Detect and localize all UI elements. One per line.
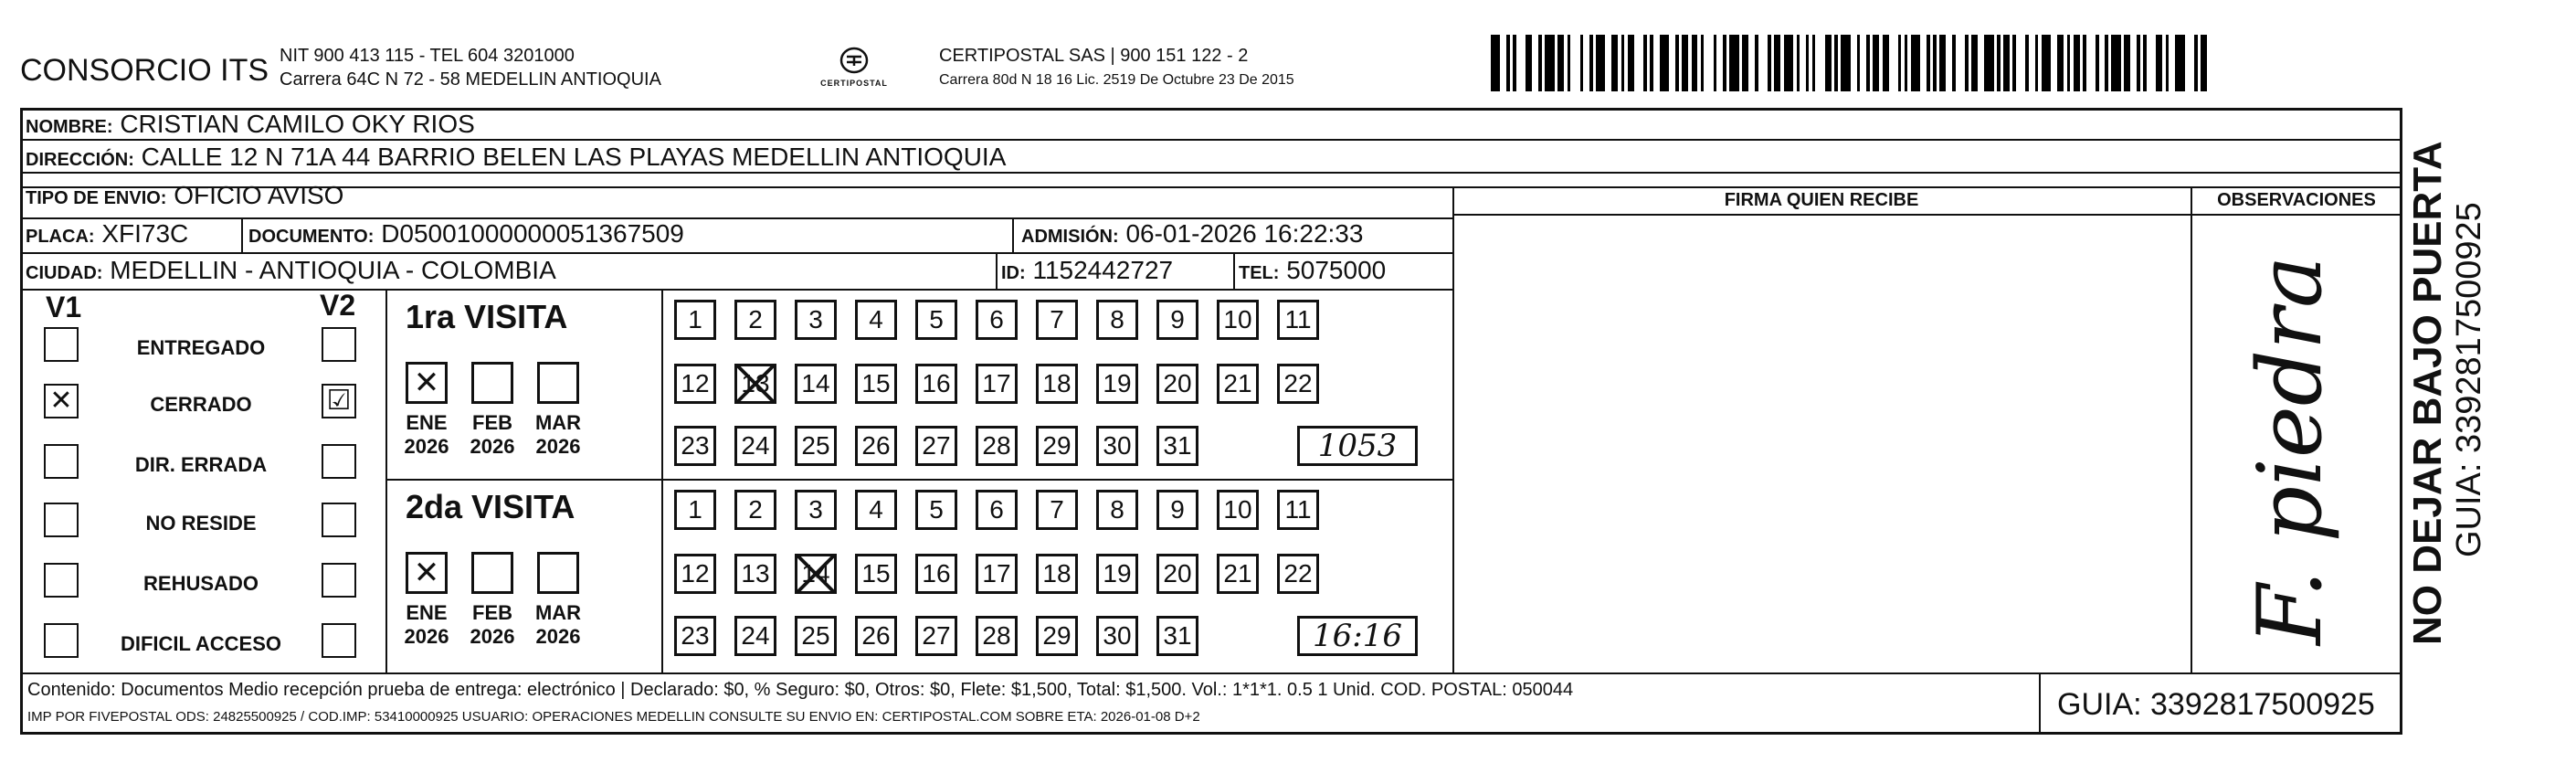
v1-checkbox[interactable]: ✕ <box>44 384 79 418</box>
day-box[interactable]: 16 <box>915 364 957 404</box>
day-box[interactable]: 9 <box>1156 300 1198 340</box>
barcode-bar <box>1526 35 1532 91</box>
status-label: CERRADO <box>150 393 252 416</box>
company-name: CONSORCIO ITS <box>20 53 269 88</box>
status-label: ENTREGADO <box>136 336 266 359</box>
day-box[interactable]: 14 <box>795 554 837 594</box>
tel-label: TEL: <box>1239 263 1280 283</box>
day-box[interactable]: 15 <box>855 364 897 404</box>
day-box[interactable]: 9 <box>1156 490 1198 530</box>
month-year: 2026 <box>470 435 515 458</box>
month-checkbox[interactable] <box>537 552 579 594</box>
nombre-label: NOMBRE: <box>26 117 113 137</box>
logo-caption: CERTIPOSTAL <box>820 79 888 88</box>
visit-title: 1ra VISITA <box>406 298 568 335</box>
barcode-bar <box>2111 35 2120 91</box>
barcode-bar <box>2143 35 2146 91</box>
barcode-bar <box>1692 35 1698 91</box>
barcode-bar <box>2035 35 2038 91</box>
day-box[interactable]: 17 <box>976 554 1018 594</box>
admision-value: 06-01-2026 16:22:33 <box>1125 219 1364 248</box>
v2-checkbox[interactable] <box>322 444 356 479</box>
nombre-field <box>26 110 475 142</box>
day-box[interactable]: 7 <box>1036 490 1078 530</box>
month-checkbox[interactable] <box>471 362 513 404</box>
status-label: REHUSADO <box>143 572 259 595</box>
ciudad-field <box>26 256 556 288</box>
barcode-bar <box>2201 35 2207 91</box>
day-box[interactable]: 28 <box>976 616 1018 656</box>
day-box[interactable]: 12 <box>674 554 716 594</box>
barcode-bar <box>1933 35 1936 91</box>
nombre-value: CRISTIAN CAMILO OKY RIOS <box>120 110 475 138</box>
v2-header: V2 <box>320 289 356 322</box>
day-box[interactable]: 26 <box>855 426 897 466</box>
barcode-bar <box>1729 35 1738 91</box>
v2-checkbox[interactable] <box>322 623 356 658</box>
barcode-bar <box>1643 35 1646 91</box>
month-label: MAR <box>534 601 582 624</box>
barcode-bar <box>1596 35 1605 91</box>
barcode-bar <box>2067 35 2070 91</box>
month-checkbox[interactable]: ✕ <box>406 362 448 404</box>
month-label: FEB <box>472 601 512 624</box>
barcode-bar <box>1660 35 1669 91</box>
day-box[interactable]: 20 <box>1156 364 1198 404</box>
barcode-bar <box>2042 35 2051 91</box>
barcode-bar <box>1628 35 1634 91</box>
observaciones-handwriting: F. piedra <box>2239 255 2341 645</box>
direccion-value: CALLE 12 N 71A 44 BARRIO BELEN LAS PLAYAS MEDELLIN ANTIOQUIA <box>141 143 1007 171</box>
barcode-bar <box>1568 35 1570 91</box>
admision-label: ADMISIÓN: <box>1021 227 1119 247</box>
barcode-bar <box>1768 35 1770 91</box>
documento-value: D05001000000051367509 <box>381 219 684 248</box>
day-box[interactable]: 16 <box>915 554 957 594</box>
barcode-bar <box>2166 35 2169 91</box>
day-box[interactable]: 21 <box>1217 554 1259 594</box>
day-box[interactable]: 4 <box>855 300 897 340</box>
observaciones-header: OBSERVACIONES <box>2217 190 2376 210</box>
company-info-line2: Carrera 64C N 72 - 58 MEDELLIN ANTIOQUIA <box>280 69 661 90</box>
tipo-envio-field <box>26 181 343 213</box>
day-box[interactable]: 30 <box>1096 616 1138 656</box>
month-checkbox[interactable] <box>537 362 579 404</box>
barcode-bar <box>1841 35 1850 91</box>
day-box[interactable]: 31 <box>1156 426 1198 466</box>
barcode-bar <box>1971 35 1978 91</box>
barcode-bar <box>1797 35 1800 91</box>
day-box[interactable]: 19 <box>1096 364 1138 404</box>
barcode-bar <box>2074 35 2080 91</box>
side-guia: GUIA: 3392817500925 <box>2450 202 2488 557</box>
barcode-bar <box>2105 35 2107 91</box>
barcode-bar <box>1675 35 1678 91</box>
footer-content: Contenido: Documentos Medio recepción prueba de entrega: electrónico | Declarado: $0, % Seguro: $0, Otros: $0, Flete: $1,500, Total: $1,500. Vol.: 1*1*1. 0.5 1 Unid. COD. POSTAL: 050044 <box>27 680 1574 700</box>
barcode-bar <box>1589 35 1592 91</box>
barcode-bar <box>1883 35 1889 91</box>
status-label: NO RESIDE <box>145 512 257 535</box>
day-box[interactable]: 2 <box>734 490 776 530</box>
day-box[interactable]: 8 <box>1096 490 1138 530</box>
barcode-bar <box>1834 35 1837 91</box>
day-box[interactable]: 13 <box>734 364 776 404</box>
footer-imp: IMP POR FIVEPOSTAL ODS: 24825500925 / COD.IMP: 53410000925 USUARIO: OPERACIONES MEDELLIN CONSULTE SU ENVIO EN: CERTIPOSTAL.COM SOBRE ETA: 2026-01-08 D+2 <box>27 709 1200 725</box>
barcode-bar <box>2083 35 2085 91</box>
tel-field <box>1239 256 1386 288</box>
day-box[interactable]: 12 <box>674 364 716 404</box>
company-info-line1: NIT 900 413 115 - TEL 604 3201000 <box>280 46 575 66</box>
status-label: DIR. ERRADA <box>134 453 268 476</box>
barcode-bar <box>1984 35 1993 91</box>
day-box[interactable]: 20 <box>1156 554 1198 594</box>
day-box[interactable]: 6 <box>976 490 1018 530</box>
day-box[interactable]: 27 <box>915 616 957 656</box>
barcode-bar <box>2012 35 2015 91</box>
barcode-bar <box>1812 35 1815 91</box>
barcode-bar <box>2025 35 2028 91</box>
barcode-bar <box>1911 35 1920 91</box>
barcode-bar <box>2124 35 2130 91</box>
day-box[interactable]: 10 <box>1217 490 1259 530</box>
tel-value: 5075000 <box>1286 256 1387 284</box>
barcode-bar <box>1580 35 1583 91</box>
v1-checkbox[interactable] <box>44 444 79 479</box>
certipostal-logo <box>813 44 895 95</box>
barcode-bar <box>1491 35 1500 91</box>
tipo-envio-value: OFICIO AVISO <box>174 181 344 209</box>
month-checkbox[interactable] <box>471 552 513 594</box>
month-year: 2026 <box>404 625 449 648</box>
day-box[interactable]: 21 <box>1217 364 1259 404</box>
status-label: DIFICIL ACCESO <box>120 632 281 655</box>
id-field <box>1001 256 1173 288</box>
id-label: ID: <box>1001 263 1026 283</box>
day-box[interactable]: 23 <box>674 616 716 656</box>
month-label: ENE <box>406 411 448 434</box>
month-checkbox[interactable]: ✕ <box>406 552 448 594</box>
day-box[interactable]: 31 <box>1156 616 1198 656</box>
v1-checkbox[interactable] <box>44 503 79 537</box>
barcode-bar <box>1513 35 1515 91</box>
day-box[interactable]: 11 <box>1277 490 1319 530</box>
day-box[interactable]: 17 <box>976 364 1018 404</box>
barcode-bar <box>1650 35 1652 91</box>
certipostal-info-line1: CERTIPOSTAL SAS | 900 151 122 - 2 <box>939 46 1249 66</box>
day-box[interactable]: 24 <box>734 616 776 656</box>
day-box[interactable]: 14 <box>795 364 837 404</box>
day-box[interactable]: 18 <box>1036 554 1078 594</box>
barcode-bar <box>1742 35 1748 91</box>
barcode-bar <box>1857 35 1860 91</box>
v1-checkbox[interactable] <box>44 327 79 362</box>
barcode-bar <box>2175 35 2184 91</box>
barcode-bar <box>2194 35 2197 91</box>
day-box[interactable]: 1 <box>674 300 716 340</box>
barcode-bar <box>1538 35 1541 91</box>
day-box[interactable]: 11 <box>1277 300 1319 340</box>
day-box[interactable]: 25 <box>795 616 837 656</box>
certipostal-info-line2: Carrera 80d N 18 16 Lic. 2519 De Octubre 23 De 2015 <box>939 72 1294 88</box>
v2-checkbox[interactable] <box>322 503 356 537</box>
day-box[interactable]: 22 <box>1277 364 1319 404</box>
day-box[interactable]: 13 <box>734 554 776 594</box>
direccion-label: DIRECCIÓN: <box>26 150 134 170</box>
footer-guia: GUIA: 3392817500925 <box>2057 687 2375 722</box>
barcode <box>1491 35 2211 91</box>
handwritten-time: 16:16 <box>1297 616 1418 656</box>
day-box[interactable]: 23 <box>674 426 716 466</box>
barcode-bar <box>1997 35 2000 91</box>
day-box[interactable]: 3 <box>795 490 837 530</box>
barcode-bar <box>1506 35 1509 91</box>
barcode-bar <box>1714 35 1716 91</box>
placa-field <box>26 219 188 251</box>
ciudad-label: CIUDAD: <box>26 263 103 283</box>
day-box[interactable]: 18 <box>1036 364 1078 404</box>
day-box[interactable]: 4 <box>855 490 897 530</box>
day-box[interactable]: 10 <box>1217 300 1259 340</box>
day-box[interactable]: 22 <box>1277 554 1319 594</box>
barcode-bar <box>1825 35 1832 91</box>
barcode-bar <box>1621 35 1624 91</box>
handwritten-time: 1053 <box>1297 426 1418 466</box>
barcode-bar <box>1611 35 1618 91</box>
barcode-bar <box>2057 35 2064 91</box>
barcode-bar <box>1965 35 1968 91</box>
barcode-bar <box>1806 35 1809 91</box>
day-box[interactable]: 5 <box>915 300 957 340</box>
day-box[interactable]: 29 <box>1036 616 1078 656</box>
direccion-field <box>26 143 1006 175</box>
day-box[interactable]: 6 <box>976 300 1018 340</box>
day-box[interactable]: 28 <box>976 426 1018 466</box>
barcode-bar <box>1939 35 1946 91</box>
admision-field <box>1021 219 1363 251</box>
barcode-bar <box>2096 35 2098 91</box>
v2-checkbox[interactable] <box>322 327 356 362</box>
day-box[interactable]: 7 <box>1036 300 1078 340</box>
ciudad-value: MEDELLIN - ANTIOQUIA - COLOMBIA <box>110 256 556 284</box>
firma-header: FIRMA QUIEN RECIBE <box>1724 190 1919 210</box>
barcode-bar <box>1755 35 1758 91</box>
barcode-bar <box>1905 35 1907 91</box>
id-value: 1152442727 <box>1032 256 1174 284</box>
barcode-bar <box>1873 35 1879 91</box>
v1-header: V1 <box>46 291 82 323</box>
barcode-bar <box>1545 35 1554 91</box>
month-year: 2026 <box>470 625 515 648</box>
v2-checkbox[interactable]: ☑ <box>322 384 356 418</box>
barcode-bar <box>1723 35 1726 91</box>
barcode-bar <box>1774 35 1780 91</box>
month-year: 2026 <box>535 625 581 648</box>
day-box[interactable]: 30 <box>1096 426 1138 466</box>
v2-checkbox[interactable] <box>322 563 356 598</box>
barcode-bar <box>1784 35 1793 91</box>
day-box[interactable]: 3 <box>795 300 837 340</box>
day-box[interactable]: 5 <box>915 490 957 530</box>
day-box[interactable]: 19 <box>1096 554 1138 594</box>
barcode-bar <box>2003 35 2010 91</box>
barcode-bar <box>1927 35 1929 91</box>
tipo-envio-label: TIPO DE ENVIO: <box>26 188 167 208</box>
side-warning: NO DEJAR BAJO PUERTA <box>2405 141 2450 645</box>
day-box[interactable]: 2 <box>734 300 776 340</box>
day-box[interactable]: 8 <box>1096 300 1138 340</box>
day-box[interactable]: 15 <box>855 554 897 594</box>
v1-checkbox[interactable] <box>44 623 79 658</box>
month-year: 2026 <box>535 435 581 458</box>
visit-title: 2da VISITA <box>406 488 575 525</box>
day-box[interactable]: 24 <box>734 426 776 466</box>
documento-label: DOCUMENTO: <box>248 227 375 247</box>
placa-label: PLACA: <box>26 227 95 247</box>
barcode-bar <box>1866 35 1869 91</box>
month-year: 2026 <box>404 435 449 458</box>
barcode-bar <box>1682 35 1688 91</box>
month-label: ENE <box>406 601 448 624</box>
barcode-bar <box>2137 35 2139 91</box>
month-label: FEB <box>472 411 512 434</box>
documento-field <box>248 219 684 251</box>
barcode-bar <box>1952 35 1955 91</box>
day-box[interactable]: 27 <box>915 426 957 466</box>
barcode-bar <box>1701 35 1704 91</box>
day-box[interactable]: 29 <box>1036 426 1078 466</box>
barcode-bar <box>2156 35 2162 91</box>
barcode-bar <box>1898 35 1901 91</box>
barcode-bar <box>1557 35 1564 91</box>
day-box[interactable]: 26 <box>855 616 897 656</box>
day-box[interactable]: 25 <box>795 426 837 466</box>
placa-value: XFI73C <box>101 219 189 248</box>
day-box[interactable]: 1 <box>674 490 716 530</box>
v1-checkbox[interactable] <box>44 563 79 598</box>
month-label: MAR <box>534 411 582 434</box>
